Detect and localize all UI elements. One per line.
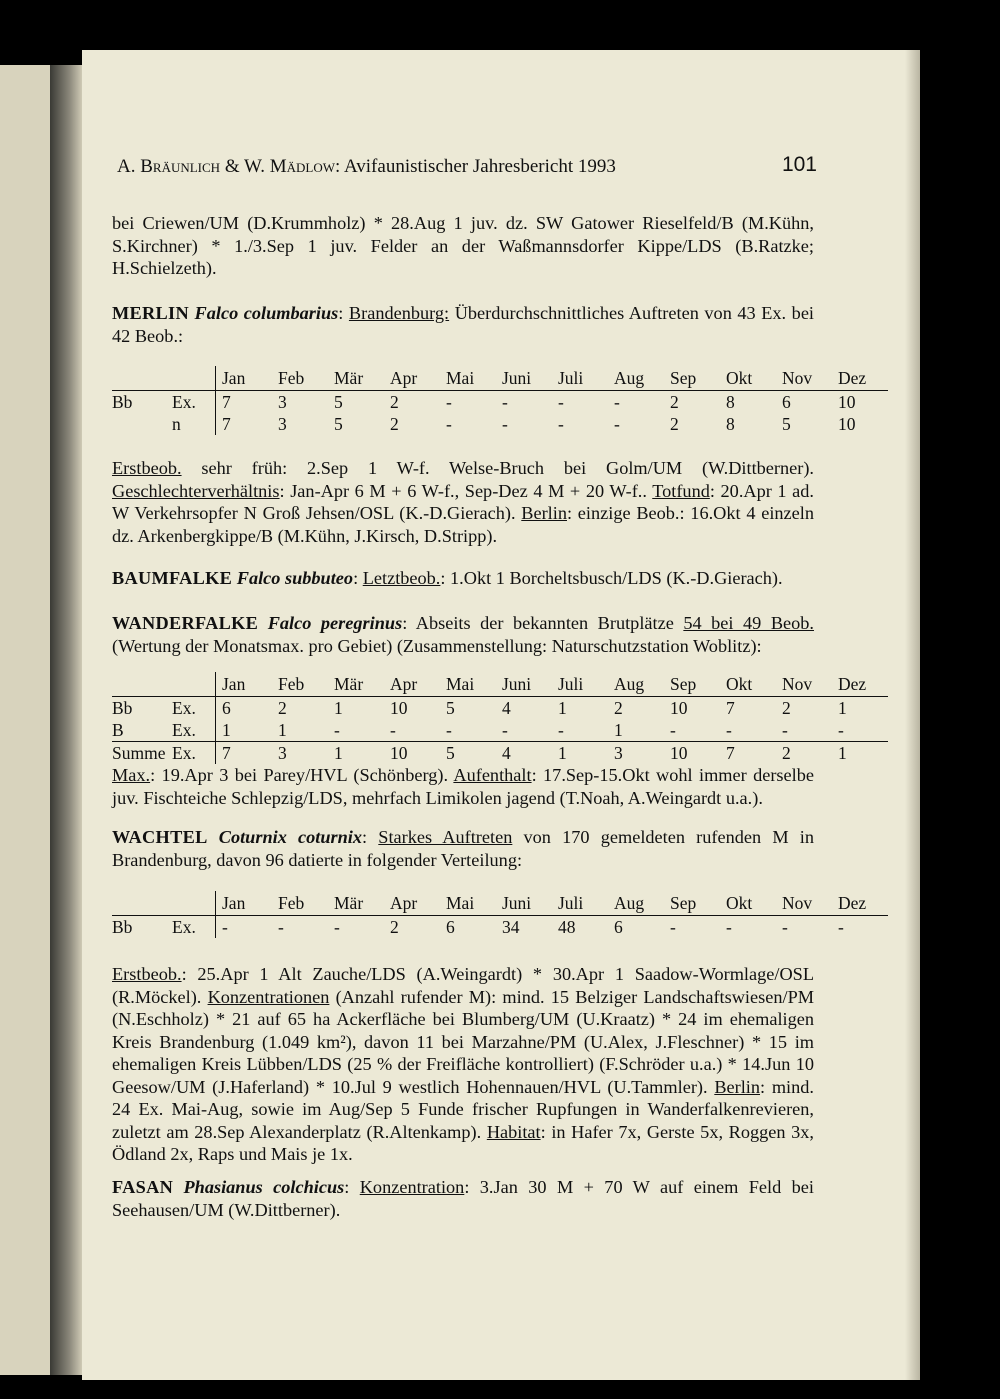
- row-unit: Ex.: [172, 742, 216, 765]
- month-header: Aug: [608, 366, 664, 391]
- table-cell: -: [614, 392, 620, 412]
- table-cell: 8: [726, 414, 735, 434]
- month-header: Sep: [664, 366, 720, 391]
- table-cell: 7: [222, 414, 231, 434]
- month-header: Mai: [440, 891, 496, 916]
- table-cell: 3: [608, 742, 664, 765]
- table-cell: -: [334, 917, 340, 937]
- merlin-table: [112, 366, 888, 435]
- month-header: Juni: [496, 891, 552, 916]
- table-cell: 1: [832, 742, 888, 765]
- month-header: Feb: [272, 891, 328, 916]
- month-header: Dez: [832, 891, 888, 916]
- wachtel-notes: Erstbeob.: 25.Apr 1 Alt Zauche/LDS (A.Weingardt) * 30.Apr 1 Saadow-Wormlage/OSL (R.Möckel). Konzentrationen (Anzahl rufender M): mind. 15 Belziger Landschaftswiesen/PM (N.Eschholz) * 21 auf 65 ha Ackerfläche bei Blumberg/UM (U.Kraatz) * 24 im ehemaligen Kreis Brandenburg (1.049 km²), davon 11 bei Marzahne/PM (U.Alex, J.Fleschner) * 15 im ehemaligen Kreis Lübben/LDS (25 % der Freifläche kontrolliert) (F.Schröder u.a.) * 14.Jun 10 Geesow/UM (J.Haferland) * 10.Jul 9 westlich Hohennauen/HVL (U.Tammler). Berlin: mind. 24 Ex. Mai-Aug, sowie im Aug/Sep 5 Funde frischer Rupfungen in Wanderfalkenrevieren, zuletzt am 28.Sep Alexanderplatz (R.Altenkamp). Habitat: in Hafer 7x, Gerste 5x, Roggen 3x, Ödland 2x, Raps und Mais je 1x.: [112, 964, 814, 1164]
- row-unit: Ex.: [172, 391, 216, 414]
- month-header: Mai: [440, 672, 496, 697]
- month-header: Juni: [496, 366, 552, 391]
- left-page-edge: [0, 65, 50, 1375]
- row-label: [112, 413, 172, 435]
- month-header: Sep: [664, 672, 720, 697]
- table-cell: -: [558, 414, 564, 434]
- table-cell: -: [782, 720, 788, 740]
- table-row: [112, 916, 888, 939]
- table-cell: 10: [838, 392, 856, 412]
- month-header: Nov: [776, 891, 832, 916]
- table-cell: 2: [776, 742, 832, 765]
- table-cell: 1: [334, 698, 343, 718]
- month-header: Apr: [384, 366, 440, 391]
- table-cell: 7: [720, 742, 776, 765]
- table-cell: 2: [614, 698, 623, 718]
- row-unit: Ex.: [172, 719, 216, 742]
- table-cell: 10: [838, 414, 856, 434]
- table-cell: 1: [614, 720, 623, 740]
- table-cell: 10: [664, 742, 720, 765]
- table-cell: -: [670, 720, 676, 740]
- table-row: [112, 742, 888, 765]
- month-header: Apr: [384, 891, 440, 916]
- wachtel-heading: WACHTEL Coturnix coturnix: Starkes Auftreten von 170 gemeldeten rufenden M in Brandenburg, davon 96 datierte in folgender Verteilung:: [112, 827, 814, 870]
- table-cell: 6: [222, 698, 231, 718]
- wanderfalke-heading: WANDERFALKE Falco peregrinus: Abseits der bekannten Brutplätze 54 bei 49 Beob. (Wertung der Monatsmax. pro Gebiet) (Zusammenstellung: Naturschutzstation Woblitz):: [112, 613, 814, 656]
- table-cell: 34: [502, 917, 520, 937]
- month-header: Aug: [608, 891, 664, 916]
- month-header: Mär: [328, 366, 384, 391]
- month-header: Sep: [664, 891, 720, 916]
- table-row: [112, 391, 888, 414]
- month-header: Apr: [384, 672, 440, 697]
- table-cell: 7: [222, 392, 231, 412]
- table-cell: 1: [838, 698, 847, 718]
- row-unit: Ex.: [172, 697, 216, 720]
- row-unit: Ex.: [172, 916, 216, 939]
- table-cell: -: [614, 414, 620, 434]
- table-cell: 3: [272, 742, 328, 765]
- month-header: Nov: [776, 672, 832, 697]
- table-cell: -: [446, 414, 452, 434]
- baumfalke-entry: BAUMFALKE Falco subbuteo: Letztbeob.: 1.Okt 1 Borcheltsbusch/LDS (K.-D.Gierach).: [112, 568, 783, 588]
- table-cell: 10: [670, 698, 688, 718]
- month-header: Nov: [776, 366, 832, 391]
- table-cell: 1: [278, 720, 287, 740]
- month-header: Jan: [216, 891, 273, 916]
- month-header: Jan: [216, 672, 273, 697]
- table-row: [112, 719, 888, 742]
- table-cell: 5: [782, 414, 791, 434]
- table-row: [112, 413, 888, 435]
- table-cell: 5: [446, 698, 455, 718]
- table-cell: 4: [496, 742, 552, 765]
- table-cell: 6: [446, 917, 455, 937]
- wanderfalke-table: [112, 672, 888, 764]
- table-cell: 1: [558, 698, 567, 718]
- month-header: Juli: [552, 891, 608, 916]
- table-cell: 1: [328, 742, 384, 765]
- table-cell: -: [446, 392, 452, 412]
- table-cell: 2: [390, 917, 399, 937]
- row-unit: n: [172, 413, 216, 435]
- table-cell: 7: [726, 698, 735, 718]
- page-edge: [905, 50, 920, 1380]
- table-cell: 2: [390, 392, 399, 412]
- table-cell: 2: [670, 414, 679, 434]
- table-cell: 10: [390, 698, 408, 718]
- running-header: [117, 153, 817, 183]
- table-cell: 7: [216, 742, 273, 765]
- month-header: Mär: [328, 891, 384, 916]
- month-header: Aug: [608, 672, 664, 697]
- wachtel-table: [112, 891, 888, 938]
- month-header: Feb: [272, 366, 328, 391]
- table-cell: 2: [278, 698, 287, 718]
- table-cell: -: [278, 917, 284, 937]
- table-cell: 2: [390, 414, 399, 434]
- table-cell: -: [782, 917, 788, 937]
- table-cell: -: [502, 414, 508, 434]
- table-cell: 3: [278, 414, 287, 434]
- table-cell: 2: [782, 698, 791, 718]
- table-cell: -: [334, 720, 340, 740]
- table-cell: 1: [552, 742, 608, 765]
- month-header: Jan: [216, 366, 273, 391]
- table-row: [112, 697, 888, 720]
- header-title: A. Bräunlich & W. Mädlow: Avifaunistischer Jahresbericht 1993: [117, 156, 616, 177]
- table-cell: 6: [782, 392, 791, 412]
- table-cell: -: [838, 720, 844, 740]
- month-header: Okt: [720, 891, 776, 916]
- table-cell: 5: [334, 392, 343, 412]
- month-header: Juli: [552, 672, 608, 697]
- table-cell: 48: [558, 917, 576, 937]
- month-header: Mai: [440, 366, 496, 391]
- table-cell: -: [726, 720, 732, 740]
- table-cell: 6: [614, 917, 623, 937]
- table-cell: -: [670, 917, 676, 937]
- merlin-notes: Erstbeob. sehr früh: 2.Sep 1 W-f. Welse-Bruch bei Golm/UM (W.Dittberner). Geschlechterverhältnis: Jan-Apr 6 M + 6 W-f., Sep-Dez 4 M + 20 W-f.. Totfund: 20.Apr 1 ad. W Verkehrsopfer N Groß Jehsen/OSL (K.-D.Gierach). Berlin: einzige Beob.: 16.Okt 4 einzeln dz. Arkenbergkippe/B (M.Kühn, J.Kirsch, D.Stripp).: [112, 458, 814, 546]
- table-cell: 4: [502, 698, 511, 718]
- month-header: Okt: [720, 672, 776, 697]
- table-cell: -: [502, 720, 508, 740]
- month-header: Dez: [832, 366, 888, 391]
- page-number: 101: [781, 153, 817, 176]
- month-header: Feb: [272, 672, 328, 697]
- table-cell: -: [726, 917, 732, 937]
- wanderfalke-notes: Max.: 19.Apr 3 bei Parey/HVL (Schönberg). Aufenthalt: 17.Sep-15.Okt wohl immer derselbe juv. Fischteiche Schlepzig/LDS, mehrfach Limikolen jagend (T.Noah, A.Weingardt u.a.).: [112, 765, 814, 808]
- row-label: Bb: [112, 917, 133, 937]
- intro-paragraph: bei Criewen/UM (D.Krummholz) * 28.Aug 1 juv. dz. SW Gatower Rieselfeld/B (M.Kühn, S.Kirchner) * 1./3.Sep 1 juv. Felder an der Waßmannsdorfer Kippe/LDS (B.Ratzke; H.Schielzeth).: [112, 213, 814, 278]
- fasan-entry: FASAN Phasianus colchicus: Konzentration: 3.Jan 30 M + 70 W auf einem Feld bei Seehausen/UM (W.Dittberner).: [112, 1177, 814, 1220]
- table-cell: -: [222, 917, 228, 937]
- table-cell: -: [502, 392, 508, 412]
- month-header: Dez: [832, 672, 888, 697]
- month-header: Juni: [496, 672, 552, 697]
- table-cell: 10: [384, 742, 440, 765]
- table-cell: 5: [334, 414, 343, 434]
- month-header: Juli: [552, 366, 608, 391]
- month-header: Mär: [328, 672, 384, 697]
- row-label: Bb: [112, 698, 133, 718]
- table-cell: 2: [670, 392, 679, 412]
- month-header: Okt: [720, 366, 776, 391]
- row-label: Summe: [112, 742, 172, 765]
- book-gutter: [50, 65, 82, 1375]
- table-cell: -: [558, 392, 564, 412]
- merlin-heading: MERLIN Falco columbarius: Brandenburg: Überdurchschnittliches Auftreten von 43 Ex. bei 42 Beob.:: [112, 303, 815, 346]
- table-cell: 5: [440, 742, 496, 765]
- table-cell: -: [446, 720, 452, 740]
- table-cell: -: [558, 720, 564, 740]
- table-cell: 8: [726, 392, 735, 412]
- table-cell: -: [838, 917, 844, 937]
- table-cell: 3: [278, 392, 287, 412]
- row-label: B: [112, 720, 124, 740]
- table-cell: -: [390, 720, 396, 740]
- row-label: Bb: [112, 392, 133, 412]
- table-cell: 1: [222, 720, 231, 740]
